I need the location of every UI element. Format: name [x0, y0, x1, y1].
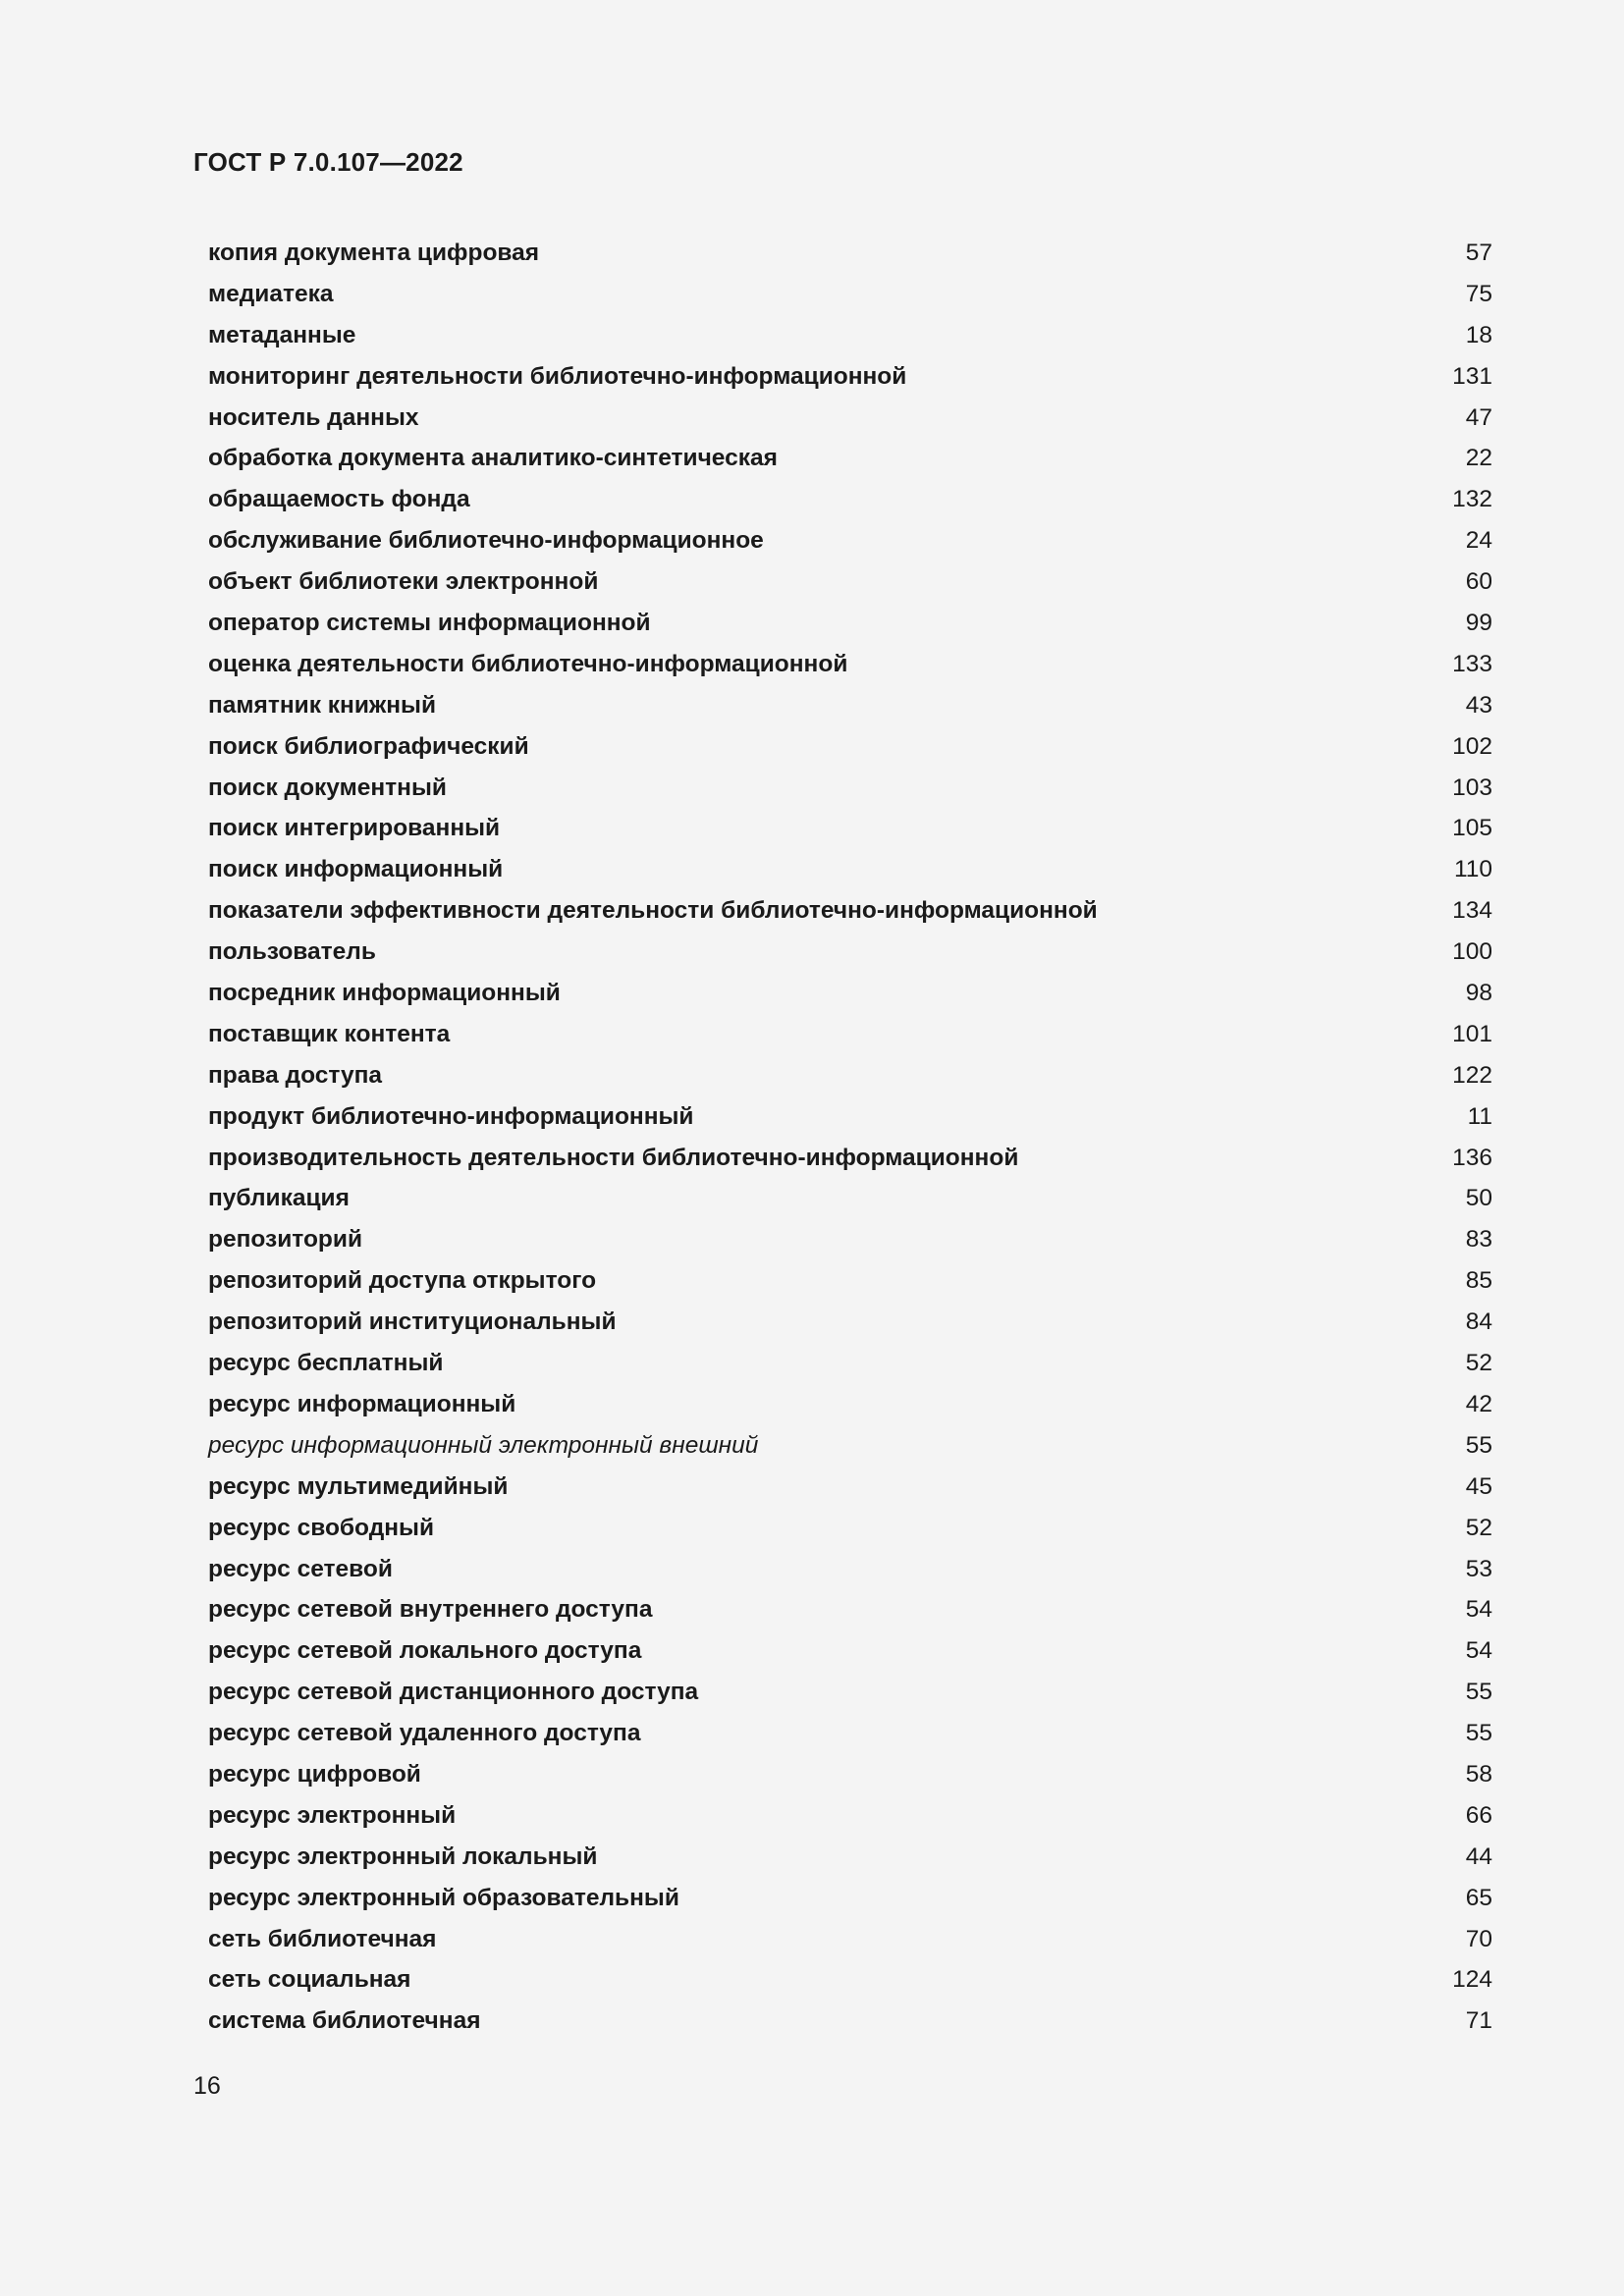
index-entry-row: [208, 1343, 1492, 1384]
index-page-reference: 124: [1452, 1966, 1492, 1994]
index-term: поиск информационный: [208, 856, 504, 883]
index-entry-row: [208, 932, 1492, 973]
index-entry-row: [208, 1589, 1492, 1630]
index-page-reference: 110: [1453, 856, 1492, 883]
index-page-reference: 102: [1452, 732, 1492, 760]
index-entry-row: [208, 1549, 1492, 1590]
index-entry-row: [208, 1508, 1492, 1549]
index-entry-row: [208, 1096, 1492, 1138]
index-entry-row: [208, 603, 1492, 644]
index-entry-row: [208, 479, 1492, 520]
index-entry-row: [208, 274, 1492, 315]
index-entry-row: [208, 1384, 1492, 1425]
index-term: поиск документный: [208, 774, 447, 801]
index-term: памятник книжный: [208, 691, 437, 719]
index-term: посредник информационный: [208, 980, 561, 1007]
index-term: ресурс сетевой внутреннего доступа: [208, 1596, 653, 1624]
index-page-reference: 122: [1452, 1061, 1492, 1089]
index-term: ресурс информационный электронный внешний: [208, 1431, 759, 1459]
index-entry-row: [208, 398, 1492, 439]
index-page-reference: 99: [1465, 610, 1492, 637]
index-page-reference: 101: [1452, 1020, 1492, 1047]
index-page-reference: 44: [1465, 1842, 1492, 1870]
index-term: репозиторий доступа открытого: [208, 1267, 597, 1295]
index-entry-row: [208, 2001, 1492, 2042]
index-entry-row: [208, 890, 1492, 932]
index-term: поставщик контента: [208, 1020, 451, 1047]
index-term: ресурс сетевой удаленного доступа: [208, 1720, 641, 1747]
index-page-reference: 71: [1465, 2007, 1492, 2035]
index-page-reference: 54: [1465, 1637, 1492, 1665]
index-page-reference: 42: [1465, 1390, 1492, 1417]
index-entry-row: [208, 644, 1492, 685]
index-page-reference: 70: [1465, 1925, 1492, 1952]
index-term: ресурс электронный локальный: [208, 1842, 598, 1870]
index-term: копия документа цифровая: [208, 240, 540, 266]
index-page-reference: 60: [1465, 568, 1492, 596]
index-term: сеть библиотечная: [208, 1925, 437, 1952]
index-page-reference: 83: [1465, 1226, 1492, 1254]
index-term: производительность деятельности библиотечно-информационной: [208, 1144, 1019, 1171]
index-page-reference: 131: [1452, 362, 1492, 390]
index-entry-row: [208, 726, 1492, 768]
index-term: ресурс мультимедийный: [208, 1472, 509, 1500]
index-page-reference: 18: [1465, 321, 1492, 348]
index-page-reference: 43: [1465, 691, 1492, 719]
index-term: показатели эффективности деятельности библиотечно-информационной: [208, 897, 1098, 925]
index-entry-row: [208, 1138, 1492, 1179]
index-term: медиатека: [208, 280, 334, 307]
index-entry-row: [208, 1919, 1492, 1960]
index-page-reference: 58: [1465, 1760, 1492, 1788]
index-entry-row: [208, 1672, 1492, 1713]
index-page-reference: 22: [1465, 445, 1492, 472]
index-entry-row: [208, 1302, 1492, 1343]
index-term: права доступа: [208, 1061, 383, 1089]
index-page-reference: 98: [1465, 980, 1492, 1007]
index-entry-row: [208, 438, 1492, 479]
index-entry-row: [208, 315, 1492, 356]
index-entry-row: [208, 561, 1492, 603]
index-term: ресурс информационный: [208, 1390, 516, 1417]
index-page-reference: 55: [1465, 1679, 1492, 1706]
index-page-reference: 55: [1465, 1720, 1492, 1747]
index-term: оператор системы информационной: [208, 610, 651, 637]
index-entry-row: [208, 233, 1492, 274]
index-term: система библиотечная: [208, 2007, 481, 2035]
index-page-reference: 100: [1452, 938, 1492, 966]
index-entry-row: [208, 1219, 1492, 1260]
index-term: репозиторий: [208, 1226, 363, 1254]
index-page-reference: 133: [1452, 650, 1492, 677]
index-term: ресурс цифровой: [208, 1760, 421, 1788]
index-term: публикация: [208, 1185, 350, 1212]
index-entry-row: [208, 1878, 1492, 1919]
index-term: метаданные: [208, 321, 356, 348]
index-page-reference: 85: [1465, 1267, 1492, 1295]
index-entry-row: [208, 849, 1492, 890]
index-entry-row: [208, 1959, 1492, 2001]
index-term: пользователь: [208, 938, 376, 966]
index-entry-row: [208, 1795, 1492, 1837]
index-entry-row: [208, 1754, 1492, 1795]
index-page-reference: 11: [1467, 1102, 1492, 1130]
index-entry-row: [208, 1713, 1492, 1754]
index-page-reference: 57: [1465, 240, 1492, 266]
index-page-reference: 47: [1465, 403, 1492, 431]
index-entry-row: [208, 520, 1492, 561]
index-page-reference: 103: [1452, 774, 1492, 801]
index-page-reference: 54: [1465, 1596, 1492, 1624]
index-term: объект библиотеки электронной: [208, 568, 599, 596]
index-page-reference: 53: [1465, 1555, 1492, 1582]
index-entry-row: [208, 973, 1492, 1014]
index-entry-row: [208, 356, 1492, 398]
index-term: ресурс электронный образовательный: [208, 1884, 679, 1911]
index-term: поиск интегрированный: [208, 815, 501, 842]
index-term: ресурс сетевой дистанционного доступа: [208, 1679, 699, 1706]
alphabetical-term-index: [208, 233, 1492, 2042]
index-term: продукт библиотечно-информационный: [208, 1102, 694, 1130]
index-entry-row: [208, 1014, 1492, 1055]
standard-code-header: ГОСТ Р 7.0.107—2022: [193, 147, 463, 177]
index-page-reference: 136: [1452, 1144, 1492, 1171]
index-term: ресурс бесплатный: [208, 1350, 444, 1377]
index-entry-row: [208, 1425, 1492, 1467]
index-entry-row: [208, 1260, 1492, 1302]
index-term: мониторинг деятельности библиотечно-информационной: [208, 362, 907, 390]
index-page-reference: 66: [1465, 1801, 1492, 1829]
index-term: обработка документа аналитико-синтетическая: [208, 445, 778, 472]
index-page-reference: 52: [1465, 1350, 1492, 1377]
index-entry-row: [208, 1837, 1492, 1878]
index-page-reference: 45: [1465, 1472, 1492, 1500]
index-term: ресурс сетевой: [208, 1555, 393, 1582]
index-term: носитель данных: [208, 403, 419, 431]
index-page-reference: 55: [1465, 1431, 1492, 1459]
index-page-reference: 132: [1452, 486, 1492, 513]
index-term: оценка деятельности библиотечно-информационной: [208, 650, 848, 677]
index-entry-row: [208, 685, 1492, 726]
index-entry-row: [208, 1467, 1492, 1508]
index-term: обслуживание библиотечно-информационное: [208, 527, 764, 555]
index-term: сеть социальная: [208, 1966, 411, 1994]
index-entry-row: [208, 768, 1492, 809]
index-term: репозиторий институциональный: [208, 1308, 617, 1336]
index-entry-row: [208, 808, 1492, 849]
index-page-reference: 52: [1465, 1514, 1492, 1541]
index-term: ресурс электронный: [208, 1801, 457, 1829]
index-term: обращаемость фонда: [208, 486, 470, 513]
index-entry-row: [208, 1178, 1492, 1219]
index-page-reference: 24: [1465, 527, 1492, 555]
index-page-reference: 134: [1452, 897, 1492, 925]
index-page-reference: 105: [1452, 815, 1492, 842]
index-term: ресурс сетевой локального доступа: [208, 1637, 642, 1665]
index-term: ресурс свободный: [208, 1514, 435, 1541]
index-page-reference: 84: [1465, 1308, 1492, 1336]
index-page-reference: 65: [1465, 1884, 1492, 1911]
index-term: поиск библиографический: [208, 732, 529, 760]
index-entry-row: [208, 1630, 1492, 1672]
index-page-reference: 75: [1465, 280, 1492, 307]
index-entry-row: [208, 1055, 1492, 1096]
index-page-reference: 50: [1465, 1185, 1492, 1212]
page-number: 16: [193, 2072, 221, 2100]
